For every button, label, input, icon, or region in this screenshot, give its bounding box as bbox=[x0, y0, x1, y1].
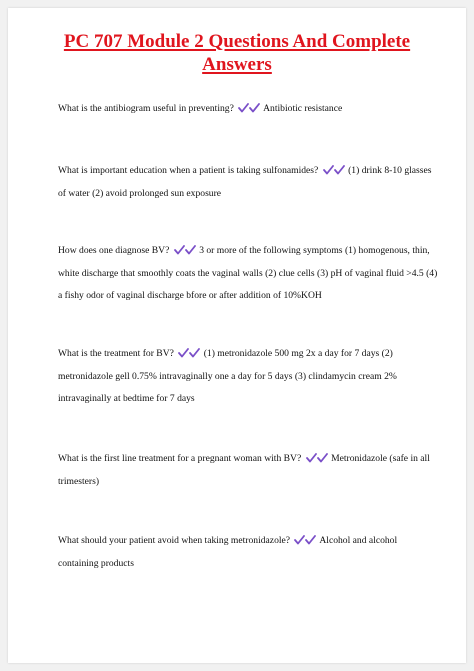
double-check-icon bbox=[306, 453, 328, 463]
double-check-icon bbox=[323, 165, 345, 175]
answer-text: Metronidazole (safe in all trimesters) bbox=[58, 453, 430, 487]
double-check-icon bbox=[238, 103, 260, 113]
double-check-icon bbox=[294, 535, 316, 545]
question-text: What is the antibiogram useful in preventing? bbox=[58, 103, 234, 114]
qa-item bbox=[58, 98, 438, 121]
qa-item bbox=[58, 160, 438, 205]
answer-text: Alcohol and alcohol containing products bbox=[58, 535, 398, 569]
double-check-icon bbox=[178, 348, 200, 358]
answer-text: Antibiotic resistance bbox=[263, 103, 343, 114]
document-page bbox=[8, 8, 466, 663]
double-check-icon bbox=[174, 245, 196, 255]
answer-text: (1) metronidazole 500 mg 2x a day for 7 days (2) metronidazole gell 0.75% intravaginally one a day for 5 days (3) clindamycin cream 2% intravaginally at bedtime for 7 days bbox=[58, 348, 397, 404]
qa-item bbox=[58, 240, 438, 308]
qa-item bbox=[58, 448, 438, 493]
qa-item bbox=[58, 530, 438, 575]
question-text: How does one diagnose BV? bbox=[58, 245, 170, 256]
qa-item bbox=[58, 343, 438, 411]
question-text: What is the treatment for BV? bbox=[58, 348, 174, 359]
question-text: What is the first line treatment for a pregnant woman with BV? bbox=[58, 453, 302, 464]
document-title: PC 707 Module 2 Questions And Complete Answers bbox=[63, 31, 411, 75]
answer-text: (1) drink 8-10 glasses of water (2) avoid prolonged sun exposure bbox=[58, 165, 432, 199]
question-text: What should your patient avoid when taking metronidazole? bbox=[58, 535, 291, 546]
answer-text: 3 or more of the following symptoms (1) homogenous, thin, white discharge that smoothly coats the vaginal walls (2) clue cells (3) pH of vaginal fluid >4.5 (4) a fishy odor of vaginal discharge bfore or after addition of 10%KOH bbox=[58, 245, 438, 301]
question-text: What is important education when a patient is taking sulfonamides? bbox=[58, 165, 319, 176]
